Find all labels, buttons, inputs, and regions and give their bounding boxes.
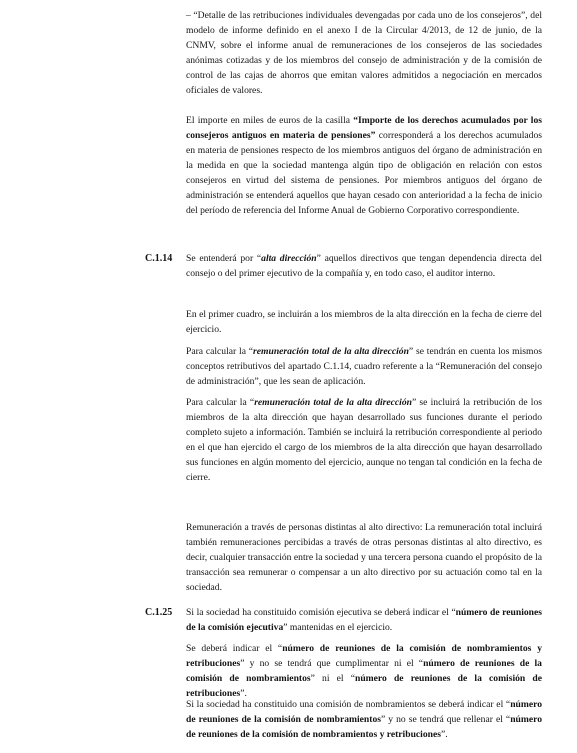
bold-importe-derechos: “Importe de los derechos acumulados por los consejeros antiguos en materia de pensiones” <box>186 115 542 141</box>
paragraph-nombramientos-retribuciones: Se deberá indicar el “número de reuniones de la comisión de nombramientos y retribuciones” y no se tendrá que cumplimentar ni el “número de reuniones de la comisión de nombramientos” ni el “número de reuniones de la comisión de retribuciones”. <box>186 643 543 699</box>
paragraph-remuneracion-total-1: Para calcular la “remuneración total de la alta dirección” se tendrán en cuenta los mismos conceptos retributivos del apartado C.1.14, cuadro referente a la “Remuneración del consejo de administración”, que les sean de aplicación. <box>186 346 542 387</box>
paragraph-derechos-pensiones: El importe en miles de euros de la casilla “Importe de los derechos acumulados por los consejeros antiguos en materia de pensiones” corresponderá a los derechos acumulados en materia de pensiones respecto de los miembros antiguos del órgano de administración en la medida en que la sociedad mantenga algún tipo de obligación en relación con estos consejeros en virtud del sistema de pensiones. Por miembros antiguos del órgano de administración se entenderá aquellos que hayan cesado con anterioridad a la fecha de inicio del período de referencia del Informe Anual de Gobierno Corporativo correspondiente. <box>186 115 543 216</box>
paragraph-comision-nombramientos: Si la sociedad ha constituido una comisión de nombramientos se deberá indicar el “número de reuniones de la comisión de nombramientos” y no se tendrá que rellenar el “número de reuniones de la comisión de nombramientos y retribuciones”. <box>186 699 542 740</box>
term-remuneracion-total: remuneración total de la alta dirección <box>253 346 409 357</box>
bold-reuniones-retribuciones: número de reuniones de la comisión de retribuciones <box>186 673 543 699</box>
paragraph-remuneracion-terceros: Remuneración a través de personas distintas al alto directivo: La remuneración total incluirá también remuneraciones percibidas a través de otras personas distintas al alto directivo, es decir, cualquier transacción entre la sociedad y una tercera persona cuando el propósito de la transacción sea remunerar o compensar a un alto directivo por su actuación como tal en la sociedad. <box>186 522 542 593</box>
bold-reuniones-nombramientos: número de reuniones de la comisión de nombramientos <box>186 658 542 684</box>
term-remuneracion-total: remuneración total de la alta dirección <box>254 397 412 408</box>
term-alta-direccion: alta dirección <box>261 253 317 264</box>
paragraph-primer-cuadro: En el primer cuadro, se incluirán a los miembros de la alta dirección en la fecha de cierre del ejercicio. <box>186 309 542 335</box>
paragraph-remuneracion-total-2: Para calcular la “remuneración total de la alta dirección” se incluirá la retribución de los miembros de la alta dirección que hayan desarrollado sus funciones durante el periodo completo sujeto a información. También se incluirá la retribución correspondiente al periodo en el que han ejercido el cargo de los miembros de la alta dirección que hayan desarrollado sus funciones en algún momento del ejercicio, aunque no tengan tal condición en la fecha de cierre. <box>186 397 542 483</box>
paragraph-detalle-retribuciones: – “Detalle de las retribuciones individuales devengadas por cada uno de los consejeros”, del modelo de informe definido en el anexo I de la Circular 4/2013, de 12 de junio, de la CNMV, sobre el informe anual de remuneraciones de los consejeros de las sociedades anónimas cotizadas y de los miembros del consejo de administración y de la comisión de control de las cajas de ahorros que emitan valores admitidos a negociación en mercados oficiales de valores. <box>186 10 542 96</box>
bold-reuniones-nombramientos: número de reuniones de la comisión de nombramientos <box>186 699 542 725</box>
paragraph-comision-ejecutiva: Si la sociedad ha constituido comisión ejecutiva se deberá indicar el “número de reuniones de la comisión ejecutiva” mantenidas en el ejercicio. <box>186 607 542 633</box>
bold-reuniones-nyr: número de reuniones de la comisión de nombramientos y retribuciones <box>186 714 542 740</box>
bold-reuniones-nyr: número de reuniones de la comisión de nombramientos y retribuciones <box>186 643 542 669</box>
bold-reuniones-ejecutiva: número de reuniones de la comisión ejecutiva <box>186 607 542 633</box>
section-label-c114: C.1.14 <box>145 253 173 264</box>
section-label-c125: C.1.25 <box>145 607 173 618</box>
paragraph-alta-direccion-def: Se entenderá por “alta dirección” aquellos directivos que tengan dependencia directa del consejo o del primer ejecutivo de la compañía y, en todo caso, el auditor interno. <box>186 253 542 279</box>
